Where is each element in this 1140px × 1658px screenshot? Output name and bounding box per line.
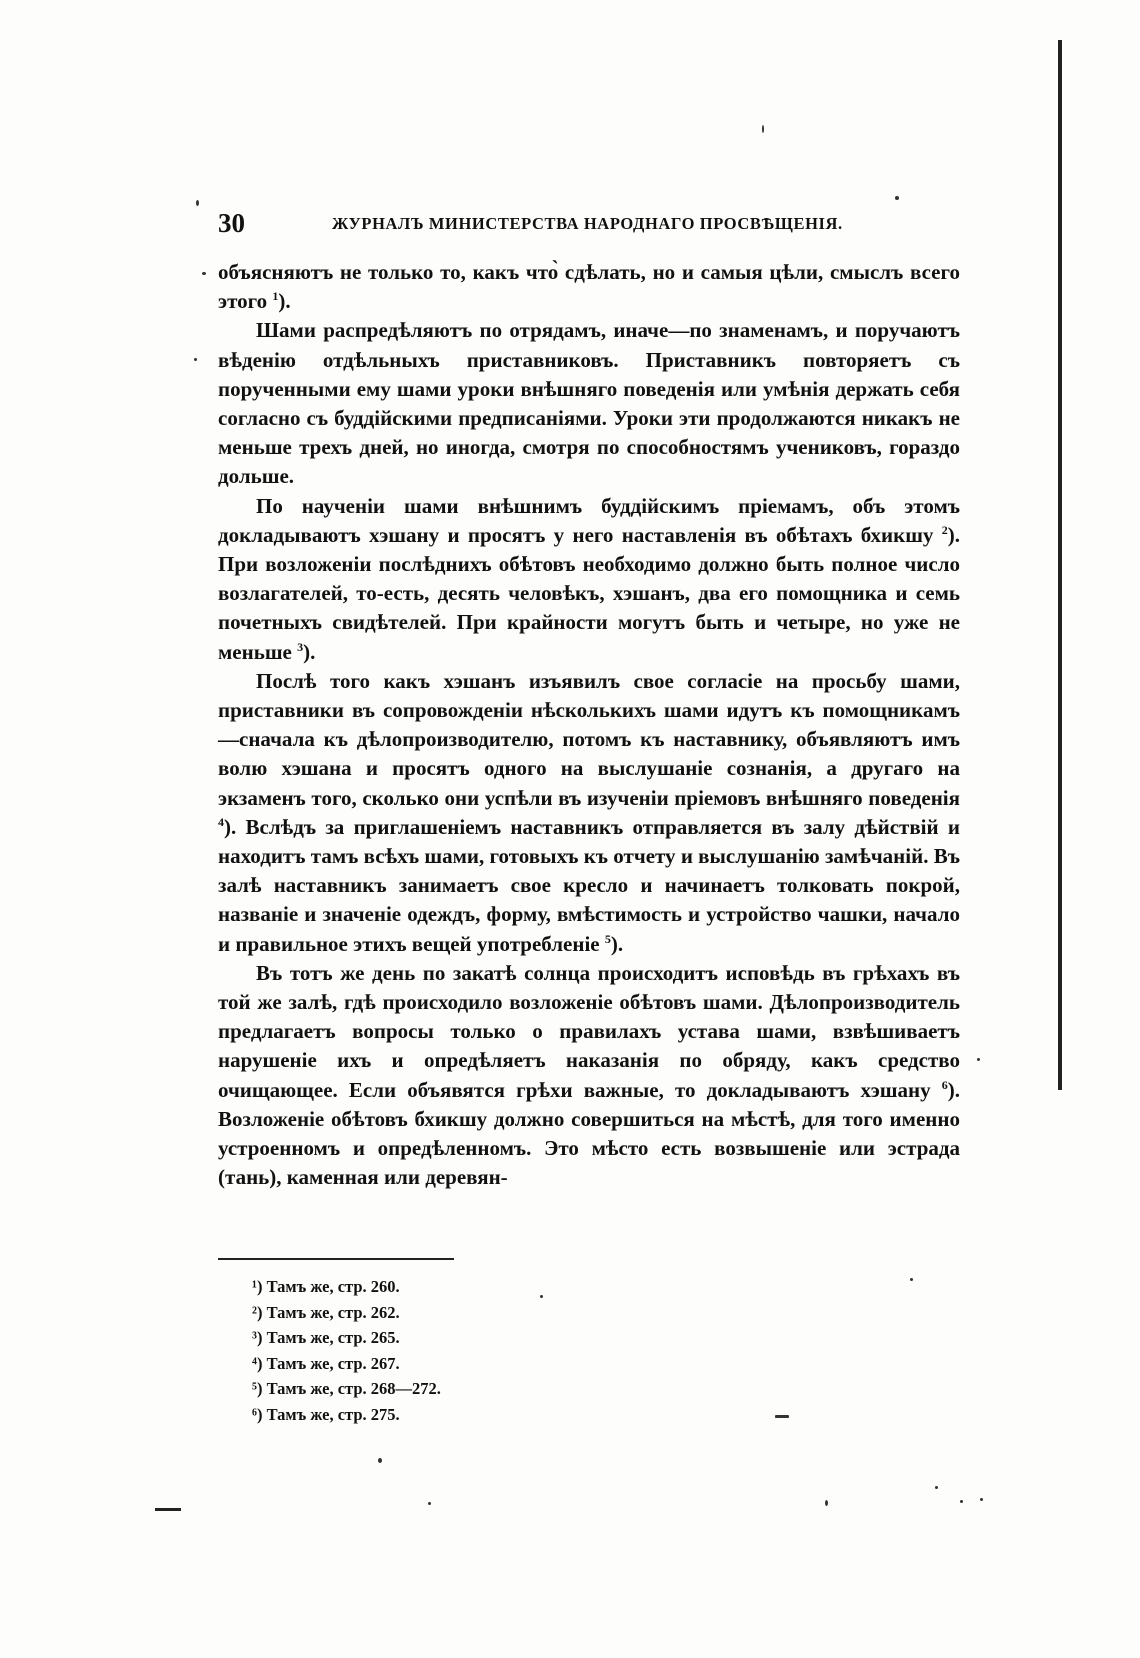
footnote	[252, 1376, 441, 1402]
footnote	[252, 1402, 441, 1428]
paragraph-text: объясняютъ не только то, какъ что̀ сдѣлать, но и самыя цѣли, смыслъ всего этого	[218, 260, 960, 314]
paragraph-5	[218, 959, 960, 1193]
paragraph-text: ). Возложеніе обѣтовъ бхикшу должно совершиться на мѣстѣ, для того именно устроенномъ и опредѣленномъ. Это мѣсто есть возвышеніе или эстрада (тань), каменная или деревян-	[218, 1077, 960, 1190]
paragraph-text: ).	[278, 289, 291, 314]
footnote-text: Тамъ же, стр. 265.	[266, 1328, 400, 1347]
scan-speck	[194, 358, 197, 361]
paragraph-text: ). При возложеніи послѣднихъ обѣтовъ необходимо должно быть полное число возлагателей, то-есть, десять человѣкъ, хэшанъ, два его помощника и семь почетныхъ свидѣтелей. При крайности могутъ быть и четыре, но уже не меньше	[218, 522, 960, 664]
scan-speck	[960, 1500, 963, 1503]
footnote-ref: 2	[941, 522, 948, 537]
footnote-mark: ²)	[252, 1302, 263, 1322]
footnote	[252, 1300, 441, 1326]
footnote-mark: ⁶)	[252, 1404, 263, 1424]
footnote-text: Тамъ же, стр. 267.	[266, 1353, 400, 1373]
footnote-mark: ³)	[252, 1328, 263, 1347]
footnote-text: Тамъ же, стр. 260.	[266, 1277, 400, 1296]
paragraph-text: Послѣ того какъ хэшанъ изъявилъ свое согласіе на просьбу шами, приставники въ сопровожденіи нѣсколькихъ шами идутъ къ помощникамъ—сначала къ дѣлопроизводителю, потомъ къ наставнику, объявляютъ имъ волю хэшана и просятъ одного на выслушаніе сознанія, а другаго на экзаменъ того, сколько они успѣли въ изученіи пріемовъ внѣшняго поведенія	[218, 668, 960, 810]
scan-speck	[980, 1498, 983, 1501]
page-number: 30	[218, 208, 245, 238]
footnote	[252, 1325, 441, 1351]
footnote-ref: 5	[604, 931, 611, 946]
scan-speck	[895, 196, 899, 200]
paragraph-3	[218, 492, 960, 667]
scan-mark	[155, 1508, 181, 1511]
scan-speck	[977, 1058, 980, 1061]
paragraph-text: ). Вслѣдъ за приглашеніемъ наставникъ отправляется въ залу дѣйствій и находитъ тамъ всѣхъ шами, готовыхъ къ отчету и выслушанію замѣчаній. Въ залѣ наставникъ занимаетъ свое кресло и начинаетъ толковать покрой, названіе и значеніе одеждъ, форму, вмѣстимость и устройство чашки, начало и правильное этихъ вещей употребленіе	[218, 814, 960, 956]
footnote-text: Тамъ же, стр. 268—272.	[266, 1379, 441, 1398]
scan-speck	[775, 1415, 789, 1418]
scan-speck	[935, 1486, 938, 1489]
paragraph-text: ).	[303, 639, 316, 664]
paragraph-text: По наученіи шами внѣшнимъ буддійскимъ пріемамъ, объ этомъ докладываютъ хэшану и просятъ у него наставленія въ обѣтахъ бхикшу	[218, 493, 960, 547]
paragraph-text: Въ тотъ же день по закатѣ солнца происходитъ исповѣдь въ грѣхахъ въ той же залѣ, гдѣ происходило возложеніе обѣтовъ шами. Дѣлопроизводитель предлагаетъ вопросы только о правилахъ устава шами, взвѣшиваетъ нарушеніе ихъ и опредѣляетъ наказанія по обряду, какъ средство очищающее. Если объявятся грѣхи важные, то докладываютъ хэшану	[218, 960, 960, 1102]
running-title: ЖУРНАЛЪ МИНИСТЕРСТВА НАРОДНАГО ПРОСВѢЩЕНІЯ.	[332, 214, 843, 233]
paragraph-text: ).	[610, 931, 624, 956]
footnote-ref: 3	[297, 639, 304, 654]
footnote-text: Тамъ же, стр. 275.	[266, 1404, 400, 1424]
scan-speck	[762, 125, 764, 133]
scan-speck	[825, 1500, 828, 1506]
paragraph-2: Шами распредѣляютъ по отрядамъ, иначе—по знаменамъ, и поручаютъ вѣденію отдѣльныхъ приставниковъ. Приставникъ повторяетъ съ порученными ему шами уроки внѣшняго поведенія или умѣнія держать себя согласно съ буддійскими предписаніями. Уроки эти продолжаются никакъ не меньше трехъ дней, но иногда, смотря по способностямъ учениковъ, гораздо дольше.	[218, 318, 960, 489]
scan-speck	[540, 1295, 543, 1298]
footnote-mark: ⁴)	[252, 1353, 263, 1373]
paragraph-1	[218, 258, 960, 316]
scan-speck	[428, 1502, 431, 1505]
scan-speck	[910, 1278, 913, 1281]
scan-speck	[196, 200, 199, 206]
binding-edge-line	[1058, 40, 1062, 1090]
footnote-ref: 1	[272, 289, 279, 304]
footnote-ref: 6	[941, 1077, 948, 1092]
footnotes	[252, 1274, 441, 1427]
footnote-text: Тамъ же, стр. 262.	[266, 1302, 400, 1322]
footnote-ref: 4	[218, 814, 224, 829]
footnote	[252, 1274, 441, 1300]
footnote-separator	[218, 1258, 454, 1260]
scan-speck	[378, 1458, 382, 1463]
scan-speck	[202, 272, 206, 275]
footnote	[252, 1351, 441, 1377]
paragraph-4	[218, 667, 960, 959]
footnote-mark: ⁵)	[252, 1379, 263, 1398]
page-header	[218, 208, 960, 242]
body-text	[218, 258, 960, 1193]
footnote-mark: ¹)	[252, 1277, 263, 1296]
